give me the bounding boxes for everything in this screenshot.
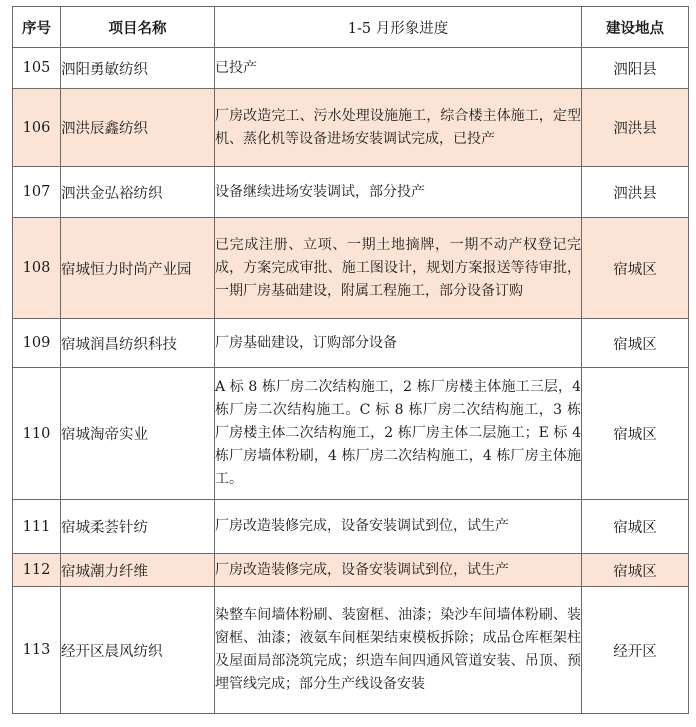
row-no: 105 bbox=[13, 48, 61, 89]
row-progress: 厂房基础建设，订购部分设备 bbox=[215, 319, 582, 368]
row-name: 宿城润昌纺织科技 bbox=[61, 319, 215, 368]
row-progress: 染整车间墙体粉刷、装窗框、油漆；染沙车间墙体粉刷、装窗框、油漆；液氨车间框架结束模板拆除；成品仓库框架柱及屋面局部浇筑完成；织造车间四通风管道安装、吊顶、预埋管线完成；部分生产线设备安装 bbox=[215, 587, 582, 714]
row-name: 宿城潮力纤维 bbox=[61, 554, 215, 587]
row-progress: 已投产 bbox=[215, 48, 582, 89]
row-name: 宿城淘帝实业 bbox=[61, 368, 215, 500]
row-progress: 设备继续进场安装调试，部分投产 bbox=[215, 167, 582, 218]
row-progress: 已完成注册、立项、一期土地摘牌，一期不动产权登记完成，方案完成审批、施工图设计，规划方案报送等待审批，一期厂房基础建设，附属工程施工，部分设备订购 bbox=[215, 218, 582, 319]
header-no: 序号 bbox=[13, 7, 61, 48]
row-location: 宿城区 bbox=[582, 368, 689, 500]
table-row bbox=[13, 319, 689, 368]
row-name: 泗洪金弘裕纺织 bbox=[61, 167, 215, 218]
row-no: 111 bbox=[13, 500, 61, 554]
row-name: 泗洪辰鑫纺织 bbox=[61, 89, 215, 167]
row-progress: 厂房改造完工、污水处理设施施工，综合楼主体施工，定型机、蒸化机等设备进场安装调试完成，已投产 bbox=[215, 89, 582, 167]
table-row bbox=[13, 554, 689, 587]
header-progress: 1-5 月形象进度 bbox=[215, 7, 582, 48]
row-progress: A 标 8 栋厂房二次结构施工，2 栋厂房楼主体施工三层，4 栋厂房二次结构施工。C 标 8 栋厂房二次结构施工，3 栋厂房楼主体二次结构施工，2 栋厂房主体二层施工；E 标 4 栋厂房墙体粉刷，4 栋厂房二次结构施工，4 栋厂房主体施工。 bbox=[215, 368, 582, 500]
row-progress: 厂房改造装修完成，设备安装调试到位，试生产 bbox=[215, 500, 582, 554]
header-location: 建设地点 bbox=[582, 7, 689, 48]
row-name: 宿城柔荟针纺 bbox=[61, 500, 215, 554]
header-name: 项目名称 bbox=[61, 7, 215, 48]
project-progress-table bbox=[12, 6, 689, 714]
row-location: 泗洪县 bbox=[582, 89, 689, 167]
row-location: 宿城区 bbox=[582, 500, 689, 554]
row-no: 108 bbox=[13, 218, 61, 319]
row-location: 宿城区 bbox=[582, 554, 689, 587]
row-no: 109 bbox=[13, 319, 61, 368]
row-no: 112 bbox=[13, 554, 61, 587]
table-row bbox=[13, 89, 689, 167]
row-name: 宿城恒力时尚产业园 bbox=[61, 218, 215, 319]
row-location: 泗阳县 bbox=[582, 48, 689, 89]
table-row bbox=[13, 500, 689, 554]
row-name: 经开区晨风纺织 bbox=[61, 587, 215, 714]
row-location: 宿城区 bbox=[582, 319, 689, 368]
row-location: 经开区 bbox=[582, 587, 689, 714]
row-location: 泗洪县 bbox=[582, 167, 689, 218]
table-header-row bbox=[13, 7, 689, 48]
row-no: 113 bbox=[13, 587, 61, 714]
row-no: 110 bbox=[13, 368, 61, 500]
row-name: 泗阳勇敏纺织 bbox=[61, 48, 215, 89]
table-row bbox=[13, 167, 689, 218]
table-row bbox=[13, 587, 689, 714]
row-location: 宿城区 bbox=[582, 218, 689, 319]
row-no: 106 bbox=[13, 89, 61, 167]
table-row bbox=[13, 368, 689, 500]
row-progress: 厂房改造装修完成，设备安装调试到位，试生产 bbox=[215, 554, 582, 587]
row-no: 107 bbox=[13, 167, 61, 218]
table-row bbox=[13, 48, 689, 89]
table-row bbox=[13, 218, 689, 319]
